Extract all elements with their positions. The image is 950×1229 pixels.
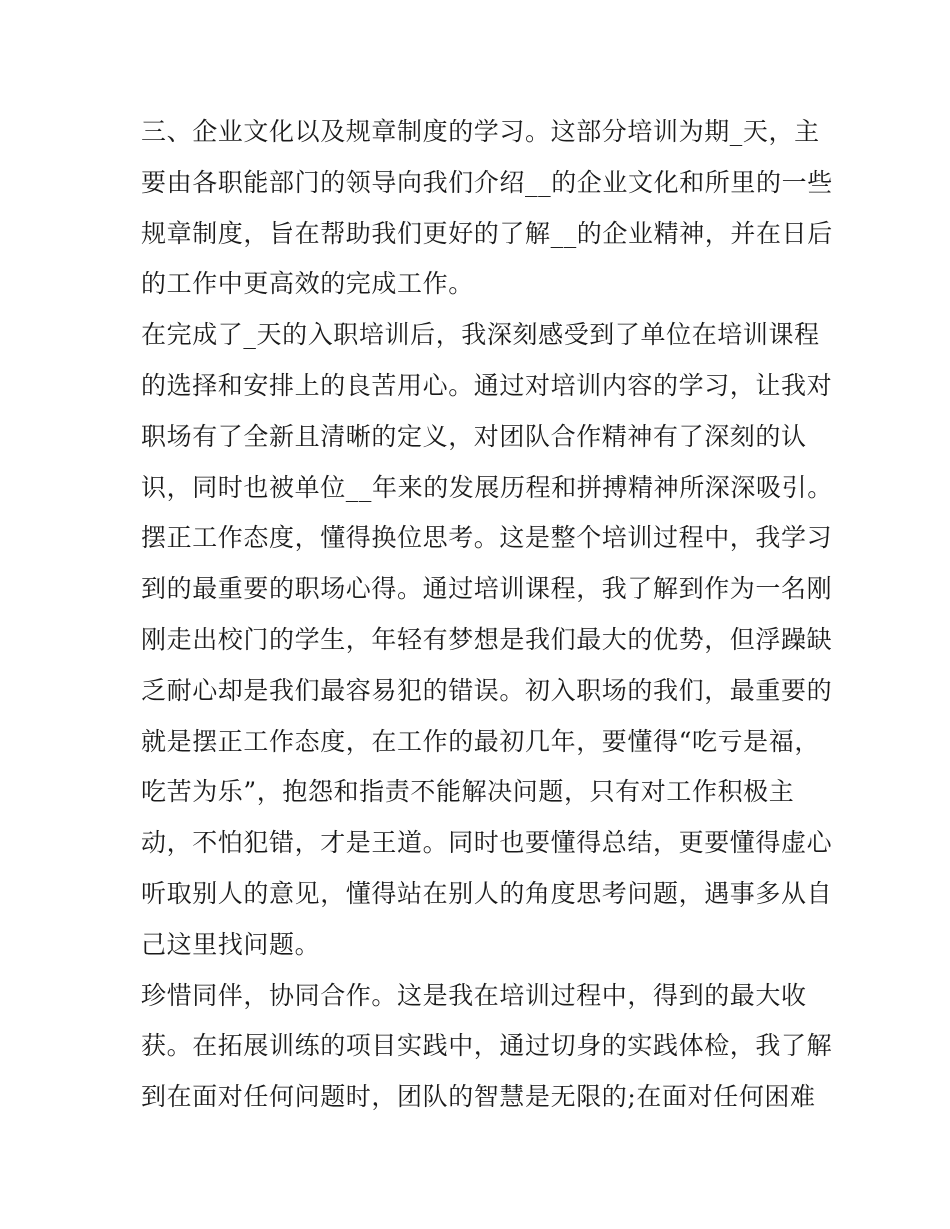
text-line: 在完成了_天的入职培训后，我深刻感受到了单位在培训课程 (141, 320, 820, 350)
text-line: 职场有了全新且清晰的定义，对团队合作精神有了深刻的认 (141, 421, 807, 451)
document-body (141, 107, 833, 1123)
text-line: 到在面对任何问题时，团队的智慧是无限的;在面对任何困难 (141, 1082, 816, 1112)
text-line: 就是摆正工作态度，在工作的最初几年，要懂得“吃亏是福， (141, 726, 820, 756)
text-line: 摆正工作态度，懂得换位思考。这是整个培训过程中，我学习 (141, 523, 833, 553)
text-line: 刚走出校门的学生，年轻有梦想是我们最大的优势，但浮躁缺 (141, 624, 833, 654)
text-line: 珍惜同伴，协同合作。这是我在培训过程中，得到的最大收 (141, 980, 807, 1010)
text-line: 己这里找问题。 (141, 929, 321, 959)
text-line: 三、企业文化以及规章制度的学习。这部分培训为期_天，主 (141, 117, 820, 146)
text-line: 的工作中更高效的完成工作。 (141, 269, 474, 299)
text-line: 吃苦为乐”，抱怨和指责不能解决问题，只有对工作积极主 (141, 777, 795, 807)
text-line: 获。在拓展训练的项目实践中，通过切身的实践体检，我了解 (141, 1031, 833, 1061)
text-line: 要由各职能部门的领导向我们介绍__的企业文化和所里的一些 (141, 167, 833, 197)
text-line: 乏耐心却是我们最容易犯的错误。初入职场的我们，最重要的 (141, 675, 833, 705)
text-line: 动，不怕犯错，才是王道。同时也要懂得总结，更要懂得虚心 (141, 828, 833, 858)
text-line: 规章制度，旨在帮助我们更好的了解__的企业精神，并在日后 (141, 218, 833, 248)
text-line: 的选择和安排上的良苦用心。通过对培训内容的学习，让我对 (141, 370, 833, 400)
text-line: 到的最重要的职场心得。通过培训课程，我了解到作为一名刚 (141, 574, 833, 604)
text-line: 听取别人的意见，懂得站在别人的角度思考问题，遇事多从自 (141, 878, 833, 908)
text-line: 识，同时也被单位__年来的发展历程和拼搏精神所深深吸引。 (141, 472, 833, 502)
